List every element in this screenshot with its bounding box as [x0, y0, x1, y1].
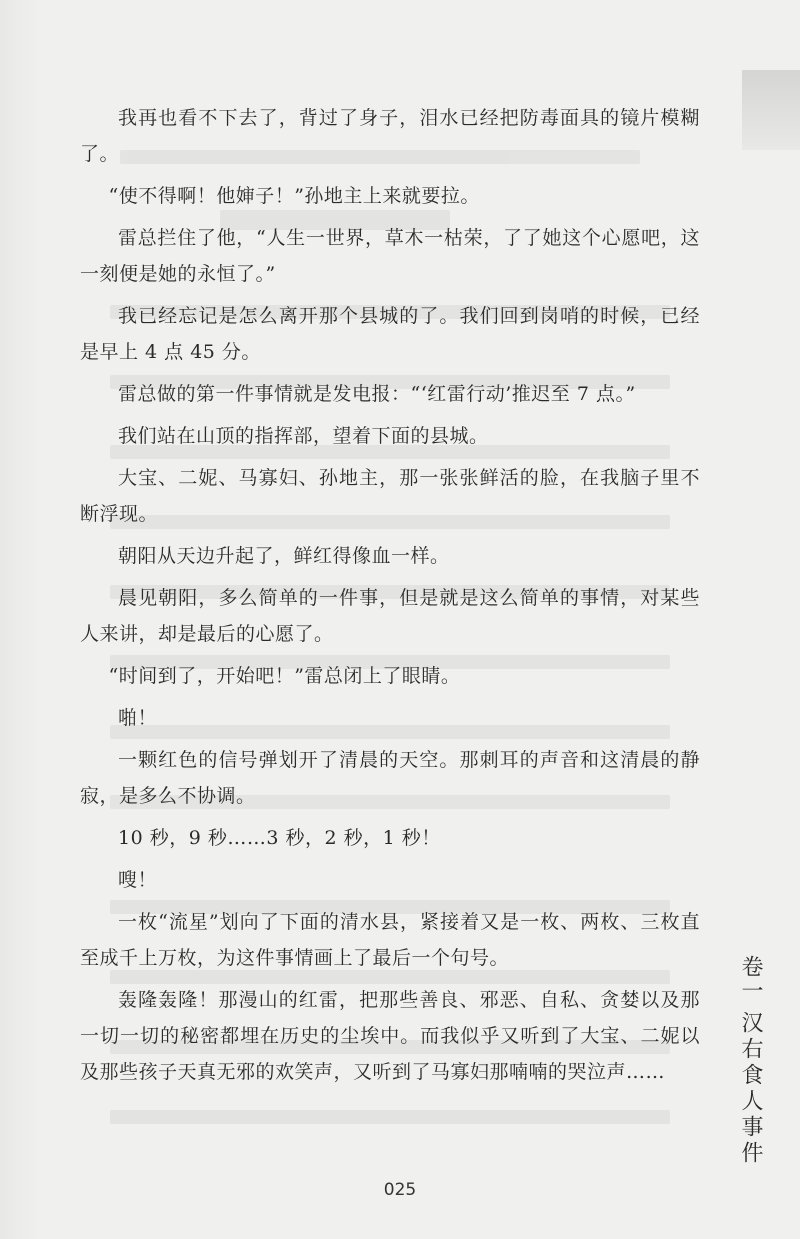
body-text [80, 100, 700, 1096]
paragraph: “时间到了，开始吧！”雷总闭上了眼睛。 [108, 665, 461, 687]
paragraph: 雷总拦住了他，“人生一世界，草木一枯荣，了了她这个心愿吧，这一刻便是她的永恒了。” [80, 227, 700, 285]
paragraph: 10 秒，9 秒……3 秒，2 秒，1 秒！ [118, 827, 441, 849]
paragraph: 晨见朝阳，多么简单的一件事，但是就是这么简单的事情，对某些人来讲，却是最后的心愿了。 [80, 587, 700, 645]
page-number: 025 [383, 1180, 417, 1200]
paragraph: 嗖！ [118, 869, 158, 891]
paragraph: “使不得啊！他婶子！”孙地主上来就要拉。 [108, 185, 480, 207]
ghost-line [110, 1110, 670, 1124]
paragraph: 朝阳从天边升起了，鲜红得像血一样。 [118, 545, 450, 567]
paragraph: 我们站在山顶的指挥部，望着下面的县城。 [118, 425, 489, 447]
chapter-title: 汉右食人事件 [738, 1011, 763, 1167]
paragraph: 大宝、二妮、马寡妇、孙地主，那一张张鲜活的脸，在我脑子里不断浮现。 [80, 467, 700, 525]
paragraph: 一颗红色的信号弹划开了清晨的天空。那刺耳的声音和这清晨的静寂，是多么不协调。 [80, 749, 700, 807]
paragraph: 我已经忘记是怎么离开那个县城的了。我们回到岗哨的时候，已经是早上 4 点 45 分。 [80, 305, 700, 363]
paragraph: 轰隆轰隆！那漫山的红雷，把那些善良、邪恶、自私、贪婪以及那一切一切的秘密都埋在历史的尘埃中。而我似乎又听到了大宝、二妮以及那些孩子天真无邪的欢笑声，又听到了马寡妇那喃喃的哭泣声…… [80, 989, 700, 1083]
paragraph: 雷总做的第一件事情就是发电报：“‘红雷行动’推迟至 7 点。” [118, 383, 636, 405]
paragraph: 一枚“流星”划向了下面的清水县，紧接着又是一枚、两枚、三枚直至成千上万枚，为这件事情画上了最后一个句号。 [80, 911, 700, 969]
side-running-title [735, 955, 765, 1167]
corner-tab-mark [742, 70, 800, 150]
paragraph: 我再也看不下去了，背过了身子，泪水已经把防毒面具的镜片模糊了。 [80, 107, 700, 165]
volume-label: 卷一 [738, 955, 763, 1003]
paragraph: 啪！ [118, 707, 158, 729]
